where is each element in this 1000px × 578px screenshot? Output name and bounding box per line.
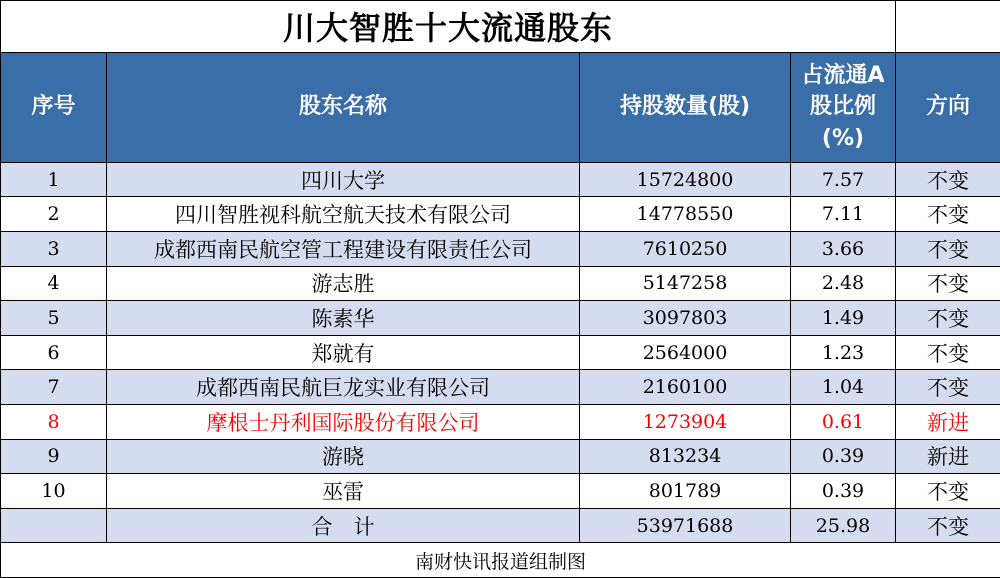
table-row xyxy=(1,439,1000,474)
cell-ratio: 7.57 xyxy=(791,162,896,197)
cell-ratio: 2.48 xyxy=(791,266,896,301)
cell-direction: 不变 xyxy=(896,370,1000,405)
cell-name: 摩根士丹利国际股份有限公司 xyxy=(107,404,580,439)
cell-shares: 15724800 xyxy=(580,162,791,197)
table-row xyxy=(1,370,1000,405)
cell-direction: 不变 xyxy=(896,335,1000,370)
table-row xyxy=(1,301,1000,336)
cell-rank: 3 xyxy=(1,231,107,266)
cell-ratio: 0.61 xyxy=(791,404,896,439)
cell-shares: 813234 xyxy=(580,439,791,474)
cell-rank: 10 xyxy=(1,474,107,509)
cell-ratio: 0.39 xyxy=(791,474,896,509)
cell-name: 四川智胜视科航空航天技术有限公司 xyxy=(107,197,580,232)
cell-ratio: 0.39 xyxy=(791,439,896,474)
total-row xyxy=(1,508,1000,543)
cell-direction: 不变 xyxy=(896,266,1000,301)
cell-rank: 4 xyxy=(1,266,107,301)
cell-shares: 3097803 xyxy=(580,301,791,336)
title-blank-cell xyxy=(896,1,1000,53)
cell-ratio: 3.66 xyxy=(791,231,896,266)
cell-name: 成都西南民航巨龙实业有限公司 xyxy=(107,370,580,405)
table-row-highlighted xyxy=(1,404,1000,439)
table-row xyxy=(1,162,1000,197)
cell-shares: 2564000 xyxy=(580,335,791,370)
table-row xyxy=(1,266,1000,301)
cell-direction: 新进 xyxy=(896,404,1000,439)
header-shares: 持股数量(股) xyxy=(580,52,791,162)
header-ratio-line1: 占流通A xyxy=(801,62,885,88)
cell-name: 游志胜 xyxy=(107,266,580,301)
header-row xyxy=(1,52,1000,162)
total-shares: 53971688 xyxy=(580,508,791,543)
cell-name: 郑就有 xyxy=(107,335,580,370)
table-title: 川大智胜十大流通股东 xyxy=(1,1,896,53)
cell-rank: 5 xyxy=(1,301,107,336)
cell-name: 成都西南民航空管工程建设有限责任公司 xyxy=(107,231,580,266)
header-ratio-line2: 股比例 xyxy=(810,94,877,120)
cell-rank: 9 xyxy=(1,439,107,474)
table-row xyxy=(1,197,1000,232)
cell-direction: 不变 xyxy=(896,301,1000,336)
table-row xyxy=(1,474,1000,509)
header-ratio-line3: (%) xyxy=(821,126,865,152)
cell-rank: 7 xyxy=(1,370,107,405)
cell-shares: 801789 xyxy=(580,474,791,509)
footer-row xyxy=(1,543,1000,578)
cell-ratio: 1.04 xyxy=(791,370,896,405)
cell-direction: 新进 xyxy=(896,439,1000,474)
source-credit: 南财快讯报道组制图 xyxy=(1,543,1000,578)
total-label: 合 计 xyxy=(107,508,580,543)
cell-ratio: 1.23 xyxy=(791,335,896,370)
cell-shares: 7610250 xyxy=(580,231,791,266)
cell-rank: 6 xyxy=(1,335,107,370)
cell-direction: 不变 xyxy=(896,197,1000,232)
total-direction: 不变 xyxy=(896,508,1000,543)
header-ratio xyxy=(791,52,896,162)
table-row xyxy=(1,335,1000,370)
total-ratio: 25.98 xyxy=(791,508,896,543)
cell-shares: 14778550 xyxy=(580,197,791,232)
cell-ratio: 1.49 xyxy=(791,301,896,336)
cell-rank: 2 xyxy=(1,197,107,232)
cell-name: 游晓 xyxy=(107,439,580,474)
cell-ratio: 7.11 xyxy=(791,197,896,232)
cell-rank: 1 xyxy=(1,162,107,197)
title-row xyxy=(1,1,1000,53)
header-rank: 序号 xyxy=(1,52,107,162)
cell-shares: 1273904 xyxy=(580,404,791,439)
cell-name: 巫雷 xyxy=(107,474,580,509)
cell-shares: 2160100 xyxy=(580,370,791,405)
header-direction: 方向 xyxy=(896,52,1000,162)
cell-direction: 不变 xyxy=(896,231,1000,266)
cell-name: 陈素华 xyxy=(107,301,580,336)
table-row xyxy=(1,231,1000,266)
cell-name: 四川大学 xyxy=(107,162,580,197)
cell-direction: 不变 xyxy=(896,474,1000,509)
header-name: 股东名称 xyxy=(107,52,580,162)
cell-shares: 5147258 xyxy=(580,266,791,301)
total-blank-cell xyxy=(1,508,107,543)
cell-direction: 不变 xyxy=(896,162,1000,197)
cell-rank: 8 xyxy=(1,404,107,439)
